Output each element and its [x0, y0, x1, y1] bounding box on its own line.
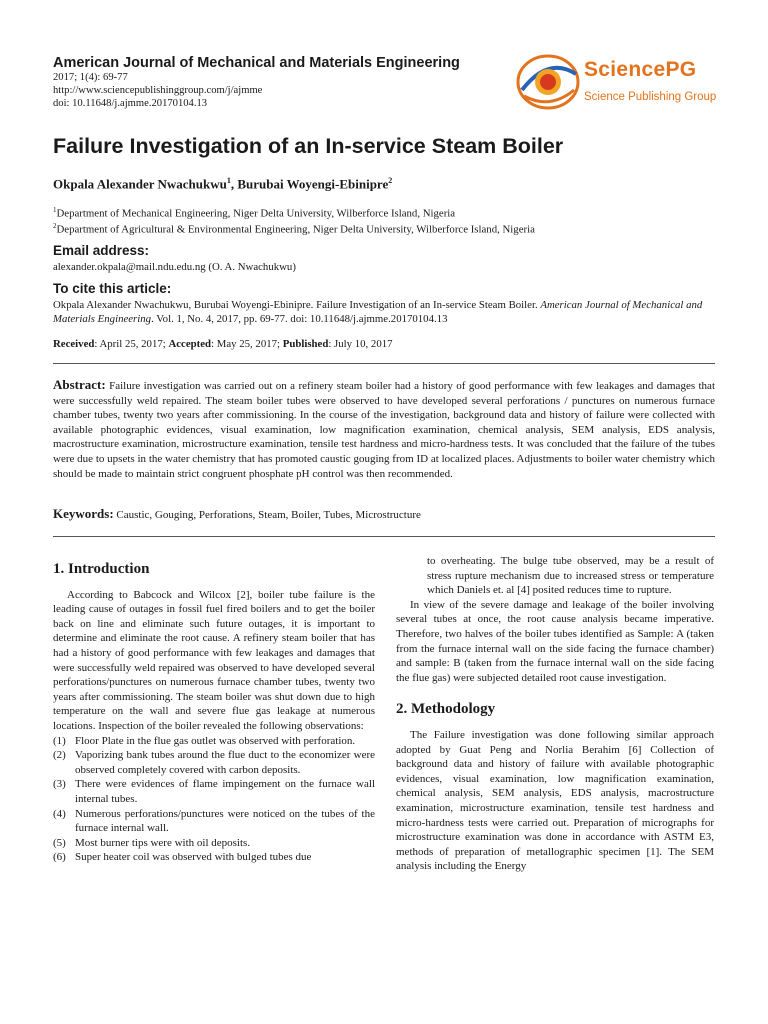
journal-url[interactable]: http://www.sciencepublishinggroup.com/j/ajmme [53, 85, 263, 97]
observation-item [53, 807, 375, 836]
cite-text [53, 298, 713, 326]
keywords-text: Caustic, Gouging, Perforations, Steam, Boiler, Tubes, Microstructure [113, 509, 421, 521]
email-heading: Email address: [53, 243, 150, 258]
accepted-date: : May 25, 2017; [211, 338, 283, 350]
article-dates [53, 338, 393, 350]
observation-item [53, 777, 375, 806]
observation-6-continued: to overheating. The bulge tube observed, may be a result of stress rupture mechanism due to increased stress or temperature which Daniels et. al [4] posited reduces time to rupture. [427, 555, 714, 597]
affiliation-2 [53, 222, 535, 236]
observation-item [53, 748, 375, 777]
observation-item [53, 850, 375, 865]
journal-issue: 2017; 1(4): 69-77 [53, 72, 128, 83]
keywords [53, 506, 715, 522]
observation-number: (3) [53, 778, 66, 791]
abstract-text: Failure investigation was carried out on a refinery steam boiler had a history of good performance with few leakages and damages that were successfully weld repaired. The steam boiler tubes were observed to have developed several perforations / punctures on numerous furnace chamber tubes, twenty two years after commissioning. In the course of the investigation, background data and history of failure were collected with available photographic evidences, visual examination, low magnification examination, chemical analysis, SEM analysis, EDS analysis, macrostructure examination, microstructure examination, tensile test hardness and micro-hardness tests. It was concluded that the failure of the tubes were due to upsets in the water chemistry that has promoted caustic gouging from ID at localized places. Adjustments to boiler water chemistry which should be made to maintain strict congruent phosphate pH control was then recommended. [53, 380, 715, 480]
observations-list [53, 734, 375, 865]
methodology-heading: 2. Methodology [396, 701, 496, 718]
logo-tagline: Science Publishing Group [584, 91, 717, 103]
received-label: Received [53, 338, 95, 350]
observation-number: (5) [53, 836, 66, 849]
cite-text-before: Okpala Alexander Nwachukwu, Burubai Woyengi-Ebinipre. Failure Investigation of an In-service Steam Boiler. [53, 299, 541, 311]
author-2-sup: 2 [388, 176, 393, 185]
affiliation-2-text: Department of Agricultural & Environmental Engineering, Niger Delta University, Wilberforce Island, Nigeria [56, 223, 535, 236]
observation-number: (6) [53, 851, 66, 864]
cite-text-after: . Vol. 1, No. 4, 2017, pp. 69-77. doi: 10.11648/j.ajmme.20170104.13 [151, 313, 448, 325]
observation-number: (2) [53, 749, 66, 762]
right-column [396, 554, 714, 874]
author-separator: , [230, 176, 238, 192]
email-value[interactable]: alexander.okpala@mail.ndu.edu.ng (O. A. Nwachukwu) [53, 261, 296, 273]
divider-top [53, 363, 715, 364]
left-column [53, 562, 375, 865]
observation-text: Floor Plate in the flue gas outlet was observed with perforation. [75, 734, 356, 747]
journal-doi: doi: 10.11648/j.ajmme.20170104.13 [53, 98, 208, 110]
author-1-sup: 1 [226, 176, 231, 185]
accepted-label: Accepted [168, 338, 212, 350]
abstract-label: Abstract: [53, 377, 106, 392]
methodology-paragraph-1: The Failure investigation was done following similar approach adopted by Guat Peng and Norlia Berahim [6] Collection of background data and history of failure with available photographic evidences, visual examination, low magnification examination, chemical analysis, SEM analysis, EDS analysis, macrostructure examination, microstructure examination, tensile test hardness and micro-hardness tests were carried out. Preparation of micrographs for microstructure examination was done in accordance with ASTM E3, methods of preparation of metallographic specimen [1]. The SEM analysis including the Energy [396, 728, 714, 873]
authors [53, 176, 392, 192]
observation-text: Super heater coil was observed with bulged tubes due [75, 851, 312, 864]
author-2: Burubai Woyengi-Ebinipre [237, 176, 389, 192]
cite-heading: To cite this article: [53, 281, 172, 296]
journal-title: American Journal of Mechanical and Materials Engineering [53, 55, 460, 71]
observation-text: Most burner tips were with oil deposits. [75, 836, 251, 849]
affiliation-1-text: Department of Mechanical Engineering, Niger Delta University, Wilberforce Island, Nigeria [56, 207, 456, 220]
paper-title: Failure Investigation of an In-service Steam Boiler [53, 134, 564, 158]
affiliation-2-sup: 2 [53, 222, 57, 230]
abstract [53, 378, 715, 481]
author-1: Okpala Alexander Nwachukwu [53, 176, 227, 192]
logo-name: SciencePG [584, 58, 697, 81]
published-date: : July 10, 2017 [328, 338, 393, 350]
intro-paragraph-1: According to Babcock and Wilcox [2], boiler tube failure is the leading cause of outages in fossil fuel fired boilers and to get the boiler back on line and eliminate such future outages, it is important to determine and eliminate the root cause. A refinery steam boiler that has had a history of good performance with few leakages and damages that were successfully weld repaired was observed to have developed several perforations/punctures on numerous furnace chamber tubes, twenty two years after commissioning. The steam boiler was shut down due to high temperature on the wall and severe flue gas leakage at numerous locations. Inspection of the boiler revealed the following observations: [53, 588, 375, 732]
divider-bottom [53, 536, 715, 537]
observation-text: There were evidences of flame impingement on the furnace wall internal tubes. [75, 778, 375, 805]
journal-meta [53, 71, 262, 111]
published-label: Published [282, 338, 329, 350]
observation-text: Numerous perforations/punctures were noticed on the tubes of the furnace internal wall. [75, 807, 375, 835]
observation-text: Vaporizing bank tubes around the flue duct to the economizer were observed completely covered with carbon deposits. [75, 749, 375, 776]
observation-item [53, 734, 375, 749]
received-date: : April 25, 2017; [94, 338, 169, 350]
intro-paragraph-2: In view of the severe damage and leakage of the boiler involving several tubes at once, the root cause analysis became imperative. Therefore, two halves of the boiler tubes identified as Sample: A (taken from the furnace internal wall on the side facing the furnace chamber) and sample: B (taken from the furnace internal wall on the side facing the flue gas) were subjected detailed root cause investigation. [396, 598, 714, 684]
affiliation-1-sup: 1 [53, 206, 57, 214]
intro-heading: 1. Introduction [53, 561, 150, 577]
cite-journal: American Journal of Mechanical and Materials Engineering [53, 299, 703, 325]
keywords-label: Keywords: [53, 506, 114, 521]
observation-item [53, 836, 375, 851]
observation-number: (1) [53, 734, 66, 747]
affiliation-1 [53, 206, 455, 220]
observation-number: (4) [53, 807, 66, 820]
